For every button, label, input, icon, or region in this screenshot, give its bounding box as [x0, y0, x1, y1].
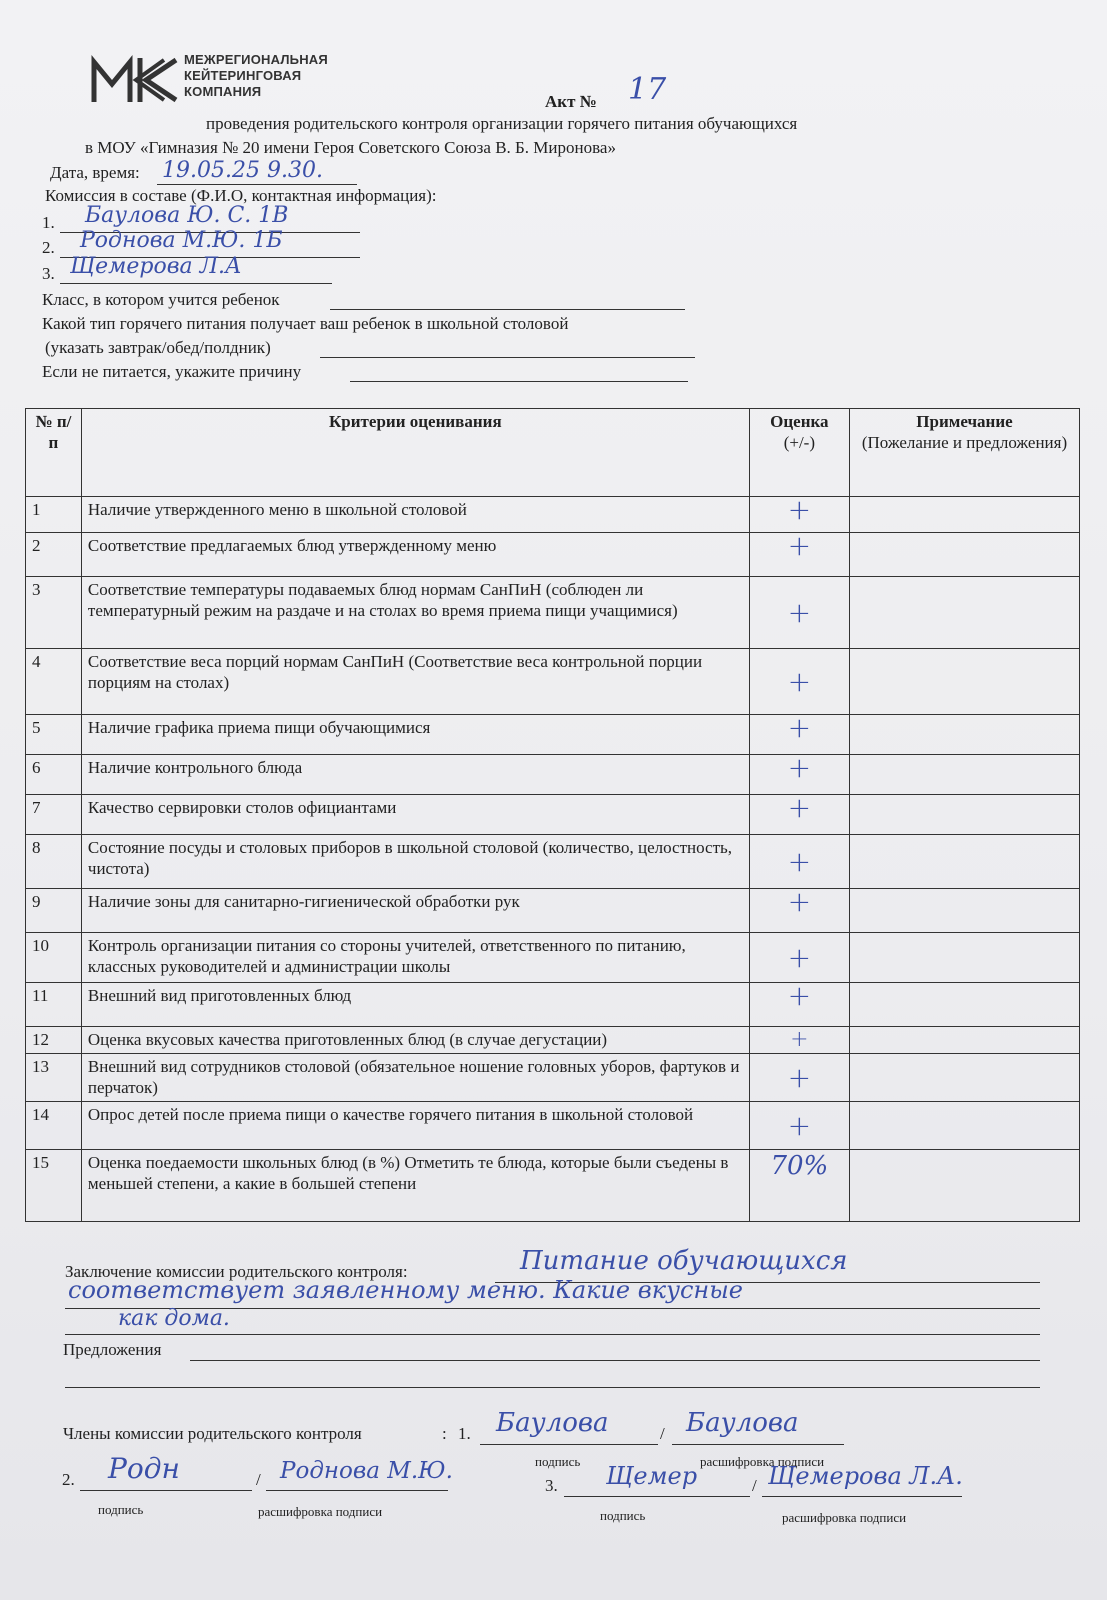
row-note: [849, 715, 1079, 755]
decode-3-underline: [762, 1496, 962, 1497]
title-line-1: проведения родительского контроля организации горячего питания обучающихся: [206, 114, 798, 133]
row-mark: +: [749, 983, 849, 1027]
reason-label: Если не питается, укажите причину: [42, 362, 302, 381]
proposals-underline-1: [190, 1360, 1040, 1361]
row-criteria: Контроль организации питания со стороны учителей, ответственного по питанию, классных руководителей и администрации школы: [81, 933, 749, 983]
members-label: Члены комиссии родительского контроля: [63, 1424, 362, 1443]
signature-3-num: 3.: [545, 1476, 558, 1495]
row-num: 8: [26, 835, 82, 889]
date-label: Дата, время:: [50, 163, 140, 182]
member-2-num: 2.: [42, 238, 55, 257]
table-row: [26, 983, 1080, 1027]
caption-decode-3: расшифровка подписи: [782, 1510, 907, 1525]
caption-decode-2: расшифровка подписи: [258, 1504, 383, 1519]
member-3-value: Щемерова Л.А: [70, 254, 242, 279]
decode-1-underline: [672, 1444, 844, 1445]
table-row: [26, 795, 1080, 835]
signature-1-underline: [480, 1444, 658, 1445]
row-note: [849, 1102, 1079, 1150]
type-label-2: (указать завтрак/обед/полдник): [45, 338, 271, 357]
decode-2: Роднова М.Ю.: [280, 1458, 453, 1484]
row-note: [849, 533, 1079, 577]
caption-signature-1: подпись: [535, 1454, 581, 1469]
table-row: [26, 715, 1080, 755]
row-note: [849, 933, 1079, 983]
row-note: [849, 649, 1079, 715]
type-underline: [320, 357, 695, 358]
caption-decode-1: расшифровка подписи: [700, 1454, 825, 1469]
row-criteria: Состояние посуды и столовых приборов в школьной столовой (количество, целостность, чистота): [81, 835, 749, 889]
member-1-num: 1.: [42, 213, 55, 232]
company-logo-icon: [90, 52, 180, 108]
row-criteria: Оценка вкусовых качества приготовленных блюд (в случае дегустации): [81, 1027, 749, 1054]
decode-2-underline: [266, 1490, 448, 1491]
row-num: 11: [26, 983, 82, 1027]
members-colon: :: [442, 1424, 447, 1443]
conclusion-text-3: как дома.: [118, 1306, 230, 1331]
header-mark: [749, 409, 849, 497]
table-row: [26, 835, 1080, 889]
row-note: [849, 577, 1079, 649]
act-number: 17: [628, 72, 667, 107]
header-mark-title: Оценка: [770, 412, 829, 431]
criteria-table: [25, 408, 1080, 1222]
table-row: [26, 649, 1080, 715]
header-note-title: Примечание: [916, 412, 1013, 431]
signature-3: Щемер: [606, 1462, 698, 1490]
table-row: [26, 1027, 1080, 1054]
row-criteria: Наличие контрольного блюда: [81, 755, 749, 795]
header-num: № п/п: [26, 409, 82, 497]
row-mark: +: [749, 889, 849, 933]
reason-underline: [350, 381, 688, 382]
row-mark: +: [749, 1102, 849, 1150]
row-criteria: Наличие графика приема пищи обучающимися: [81, 715, 749, 755]
caption-signature-2: подпись: [98, 1502, 144, 1517]
row-mark: +: [749, 577, 849, 649]
table-row: [26, 1150, 1080, 1222]
title-line-2: в МОУ «Гимназия № 20 имени Героя Советского Союза В. Б. Миронова»: [85, 138, 616, 157]
row-mark: +: [749, 1054, 849, 1102]
row-mark: +: [749, 1027, 849, 1054]
decode-3: Щемерова Л.А.: [768, 1462, 963, 1490]
signature-2: Родн: [108, 1452, 180, 1485]
row-mark: +: [749, 649, 849, 715]
row-num: 5: [26, 715, 82, 755]
row-mark: +: [749, 795, 849, 835]
row-num: 14: [26, 1102, 82, 1150]
row-criteria: Внешний вид приготовленных блюд: [81, 983, 749, 1027]
row-note: [849, 1054, 1079, 1102]
date-underline: [157, 184, 357, 185]
row-criteria: Оценка поедаемости школьных блюд (в %) Отметить те блюда, которые были съедены в меньшей степени, а какие в большей степени: [81, 1150, 749, 1222]
caption-signature-3: подпись: [600, 1508, 646, 1523]
company-name: МЕЖРЕГИОНАЛЬНАЯ КЕЙТЕРИНГОВАЯ КОМПАНИЯ: [184, 52, 328, 99]
row-mark: +: [749, 715, 849, 755]
row-criteria: Внешний вид сотрудников столовой (обязательное ношение головных уборов, фартуков и перчаток): [81, 1054, 749, 1102]
header-mark-sub: (+/-): [783, 433, 815, 452]
table-row: [26, 1102, 1080, 1150]
header-note-sub: (Пожелание и предложения): [861, 433, 1068, 452]
row-note: [849, 1027, 1079, 1054]
row-criteria: Наличие зоны для санитарно-гигиенической обработки рук: [81, 889, 749, 933]
table-row: [26, 497, 1080, 533]
slash-3: /: [752, 1476, 757, 1495]
member-1-value: Баулова Ю. С. 1В: [85, 203, 289, 228]
signature-2-underline: [80, 1490, 252, 1491]
row-mark: 70%: [749, 1150, 849, 1222]
member-2-value: Роднова М.Ю. 1Б: [80, 228, 283, 253]
slash-2: /: [256, 1470, 261, 1489]
row-num: 10: [26, 933, 82, 983]
row-note: [849, 755, 1079, 795]
signature-2-num: 2.: [62, 1470, 75, 1489]
row-mark: +: [749, 835, 849, 889]
type-label-1: Какой тип горячего питания получает ваш ребенок в школьной столовой: [42, 314, 569, 333]
class-underline: [330, 309, 685, 310]
row-criteria: Соответствие температуры подаваемых блюд нормам СанПиН (соблюден ли температурный режим на раздаче и на столах во время приема пищи учащимися): [81, 577, 749, 649]
member-3-num: 3.: [42, 264, 55, 283]
row-mark: +: [749, 497, 849, 533]
slash-1: /: [660, 1424, 665, 1443]
decode-1: Баулова: [686, 1408, 799, 1438]
commission-label: Комиссия в составе (Ф.И.О, контактная информация):: [45, 186, 437, 205]
conclusion-text-2: соответствует заявленному меню. Какие вкусные: [68, 1276, 743, 1304]
row-criteria: Качество сервировки столов официантами: [81, 795, 749, 835]
act-label: Акт №: [545, 92, 597, 111]
row-note: [849, 497, 1079, 533]
row-num: 13: [26, 1054, 82, 1102]
table-row: [26, 755, 1080, 795]
row-criteria: Наличие утвержденного меню в школьной столовой: [81, 497, 749, 533]
row-mark: +: [749, 533, 849, 577]
row-note: [849, 795, 1079, 835]
header-criteria: Критерии оценивания: [81, 409, 749, 497]
conclusion-text-1: Питание обучающихся: [520, 1246, 848, 1276]
row-num: 7: [26, 795, 82, 835]
proposals-underline-2: [65, 1387, 1040, 1388]
row-num: 15: [26, 1150, 82, 1222]
row-num: 9: [26, 889, 82, 933]
date-value: 19.05.25 9.30.: [162, 158, 323, 183]
table-header-row: [26, 409, 1080, 497]
row-criteria: Соответствие предлагаемых блюд утвержденному меню: [81, 533, 749, 577]
table-row: [26, 533, 1080, 577]
row-note: [849, 889, 1079, 933]
row-num: 2: [26, 533, 82, 577]
table-row: [26, 577, 1080, 649]
header-note: [849, 409, 1079, 497]
signature-1-num: 1.: [458, 1424, 471, 1443]
row-mark: +: [749, 755, 849, 795]
row-criteria: Соответствие веса порций нормам СанПиН (Соответствие веса контрольной порции порциям на столах): [81, 649, 749, 715]
row-mark: +: [749, 933, 849, 983]
row-note: [849, 835, 1079, 889]
conclusion-underline-3: [65, 1334, 1040, 1335]
row-num: 6: [26, 755, 82, 795]
row-num: 3: [26, 577, 82, 649]
row-criteria: Опрос детей после приема пищи о качестве горячего питания в школьной столовой: [81, 1102, 749, 1150]
row-num: 12: [26, 1027, 82, 1054]
conclusion-label: Заключение комиссии родительского контроля:: [65, 1262, 408, 1281]
row-num: 4: [26, 649, 82, 715]
signature-1: Баулова: [496, 1408, 609, 1438]
row-note: [849, 1150, 1079, 1222]
table-row: [26, 933, 1080, 983]
table-row: [26, 889, 1080, 933]
row-num: 1: [26, 497, 82, 533]
signature-3-underline: [564, 1496, 750, 1497]
proposals-label: Предложения: [63, 1340, 162, 1359]
row-note: [849, 983, 1079, 1027]
class-label: Класс, в котором учится ребенок: [42, 290, 280, 309]
table-row: [26, 1054, 1080, 1102]
member-3-underline: [60, 283, 332, 284]
